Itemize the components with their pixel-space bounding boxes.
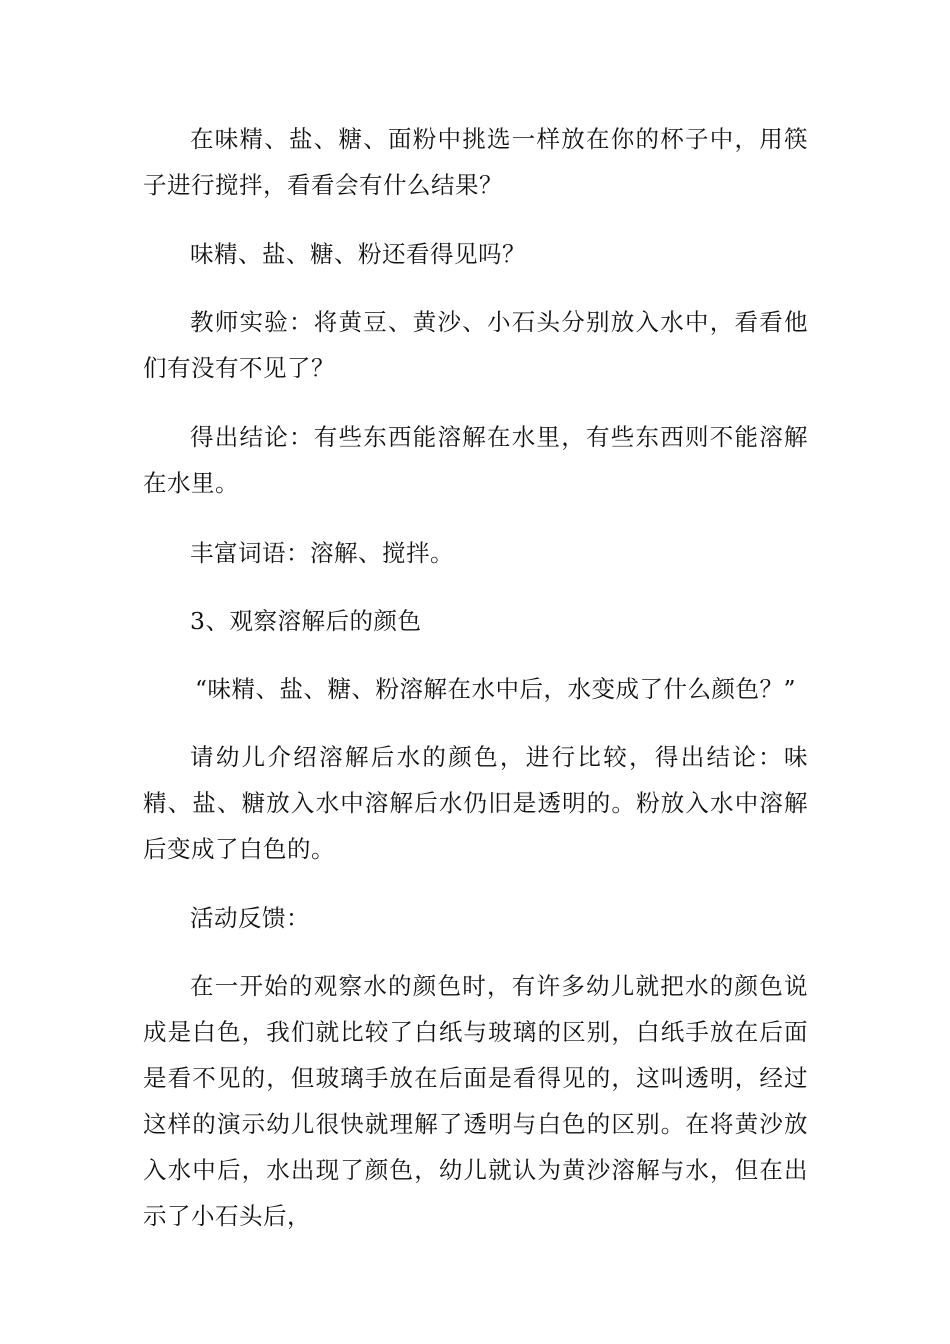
- paragraph-still-visible-question: 味精、盐、糖、粉还看得见吗？: [190, 240, 526, 268]
- paragraph-teacher-experiment: 教师实验：将黄豆、黄沙、小石头分别放入水中，看看他们有没有不见了？: [143, 308, 808, 382]
- paragraph-vocabulary: 丰富词语：溶解、搅拌。: [190, 539, 454, 567]
- paragraph-feedback-body: 在一开始的观察水的颜色时，有许多幼儿就把水的颜色说成是白色，我们就比较了白纸与玻璃的区别，白纸手放在后面是看不见的，但玻璃手放在后面是看得见的，这叫透明，经过这样的演示幼儿很快就理解了透明与白色的区别。在将黄沙放入水中后，水出现了颜色，幼儿就认为黄沙溶解与水，但在出示了小石头后，: [143, 972, 808, 1230]
- paragraph-conclusion: 得出结论：有些东西能溶解在水里，有些东西则不能溶解在水里。: [143, 423, 808, 497]
- paragraph-stir-instruction: 在味精、盐、糖、面粉中挑选一样放在你的杯子中，用筷子进行搅拌，看看会有什么结果？: [143, 125, 808, 199]
- section-heading-observe-color: 3、观察溶解后的颜色: [190, 607, 422, 635]
- paragraph-color-comparison: 请幼儿介绍溶解后水的颜色，进行比较，得出结论：味精、盐、糖放入水中溶解后水仍旧是透明的。粉放入水中溶解后变成了白色的。: [143, 743, 808, 863]
- paragraph-quoted-question: “味精、盐、糖、粉溶解在水中后，水变成了什么颜色？”: [195, 675, 797, 703]
- section-heading-activity-feedback: 活动反馈：: [190, 904, 310, 932]
